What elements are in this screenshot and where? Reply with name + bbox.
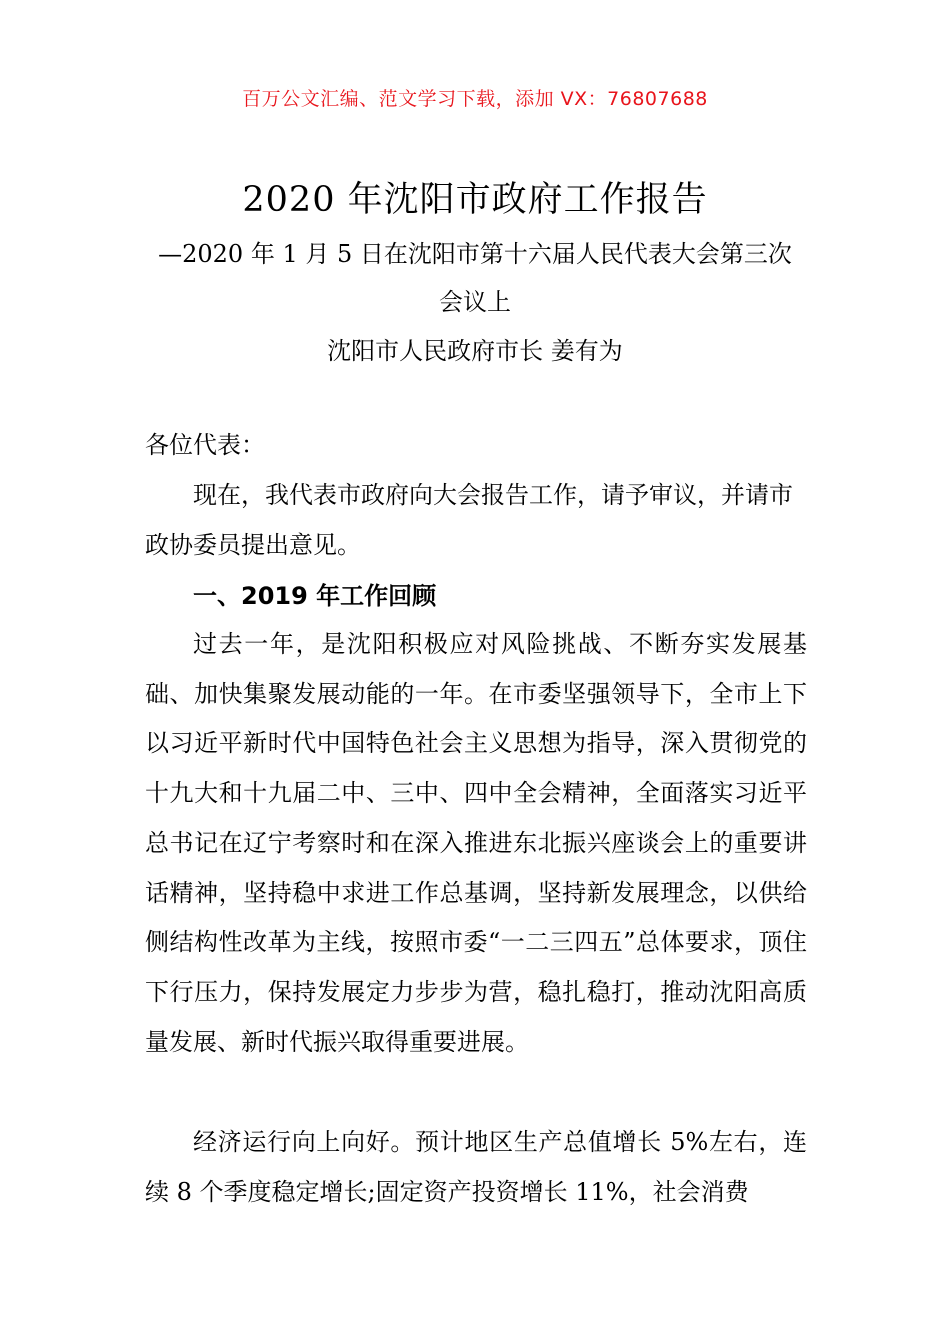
paragraph-review: 过去一年，是沈阳积极应对风险挑战、不断夯实发展基础、加快集聚发展动能的一年。在市委坚强领导下，全市上下以习近平新时代中国特色社会主义思想为指导，深入贯彻党的十九大和十九届二中、三中、四中全会精神，全面落实习近平总书记在辽宁考察时和在深入推进东北振兴座谈会上的重要讲话精神，坚持稳中求进工作总基调，坚持新发展理念，以供给侧结构性改革为主线，按照市委“一二三四五”总体要求，顶住下行压力，保持发展定力步步为营，稳扎稳打，推动沈阳高质量发展、新时代振兴取得重要进展。 [145, 630, 807, 1056]
document-title: 2020 年沈阳市政府工作报告 [242, 180, 708, 220]
section-heading: 一、2019 年工作回顾 [193, 582, 437, 610]
paragraph-intro: 现在，我代表市政府向大会报告工作，请予审议，并请市政协委员提出意见。 [145, 481, 793, 559]
paragraph-economy: 经济运行向上向好。预计地区生产总值增长 5%左右，连续 8 个季度稳定增长;固定资产投资增长 11%，社会消费 [145, 1128, 807, 1206]
subtitle-line-2: 会议上 [439, 288, 511, 316]
subtitle-line-1: —2020 年 1 月 5 日在沈阳市第十六届人民代表大会第三次 [158, 240, 792, 268]
salutation: 各位代表： [145, 431, 265, 459]
author-line: 沈阳市人民政府市长 姜有为 [327, 337, 623, 365]
header-banner: 百万公文汇编、范文学习下载，添加 VX：76807688 [242, 88, 708, 110]
